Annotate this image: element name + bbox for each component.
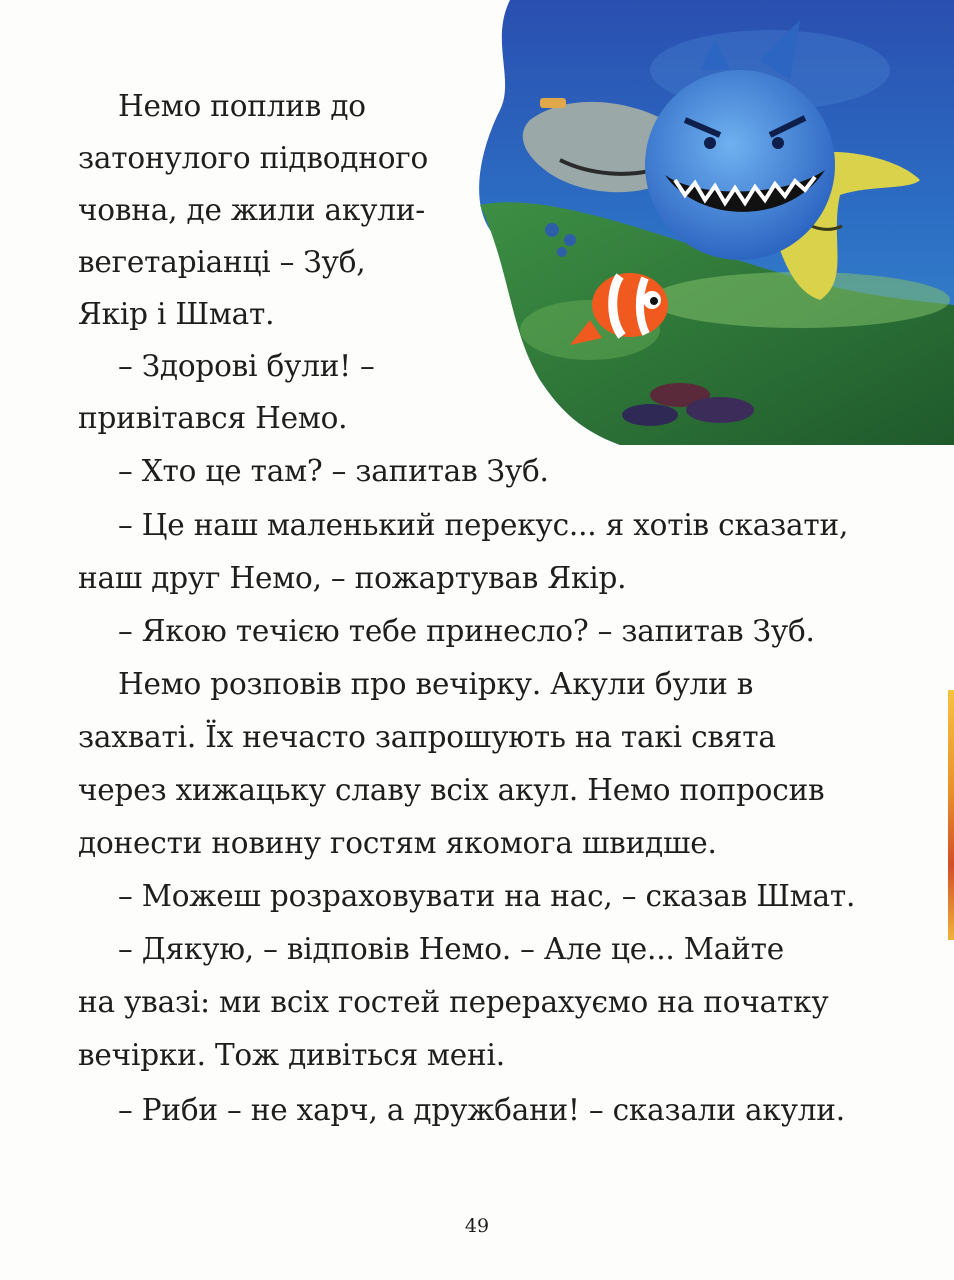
text-line: наш друг Немо, – пожартував Якір. (78, 561, 627, 595)
text-line: – Риби – не харч, а дружбани! – сказали акули. (118, 1093, 845, 1127)
text-line: – Можеш розраховувати на нас, – сказав Шмат. (118, 879, 856, 913)
text-line: – Хто це там? – запитав Зуб. (118, 454, 549, 488)
text-line: човна, де жили акули- (78, 193, 426, 227)
text-line: Немо поплив до (118, 89, 366, 123)
text-line: – Дякую, – відповів Немо. – Але це... Майте (118, 932, 784, 966)
text-line: на увазі: ми всіх гостей перерахуємо на початку (78, 985, 829, 1019)
text-line: привітався Немо. (78, 401, 348, 435)
text-line: – Це наш маленький перекус... я хотів сказати, (118, 508, 849, 542)
text-line: вегетаріанці – Зуб, (78, 245, 366, 279)
text-line: захваті. Їх нечасто запрошують на такі свята (78, 720, 776, 754)
text-line: – Якою течією тебе принесло? – запитав Зуб. (118, 614, 815, 648)
text-line: Немо розповів про вечірку. Акули були в (118, 667, 754, 701)
text-line: затонулого підводного (78, 141, 429, 175)
text-line: вечірки. Тож дивіться мені. (78, 1038, 505, 1072)
text-line: донести новину гостям якомога швидше. (78, 826, 717, 860)
shark-scene-illustration (470, 0, 954, 445)
page-number: 49 (464, 1215, 490, 1237)
text-line: – Здорові були! – (118, 349, 375, 383)
adjacent-page-edge (948, 690, 954, 940)
text-line: через хижацьку славу всіх акул. Немо попросив (78, 773, 825, 807)
text-line: Якір і Шмат. (78, 297, 275, 331)
